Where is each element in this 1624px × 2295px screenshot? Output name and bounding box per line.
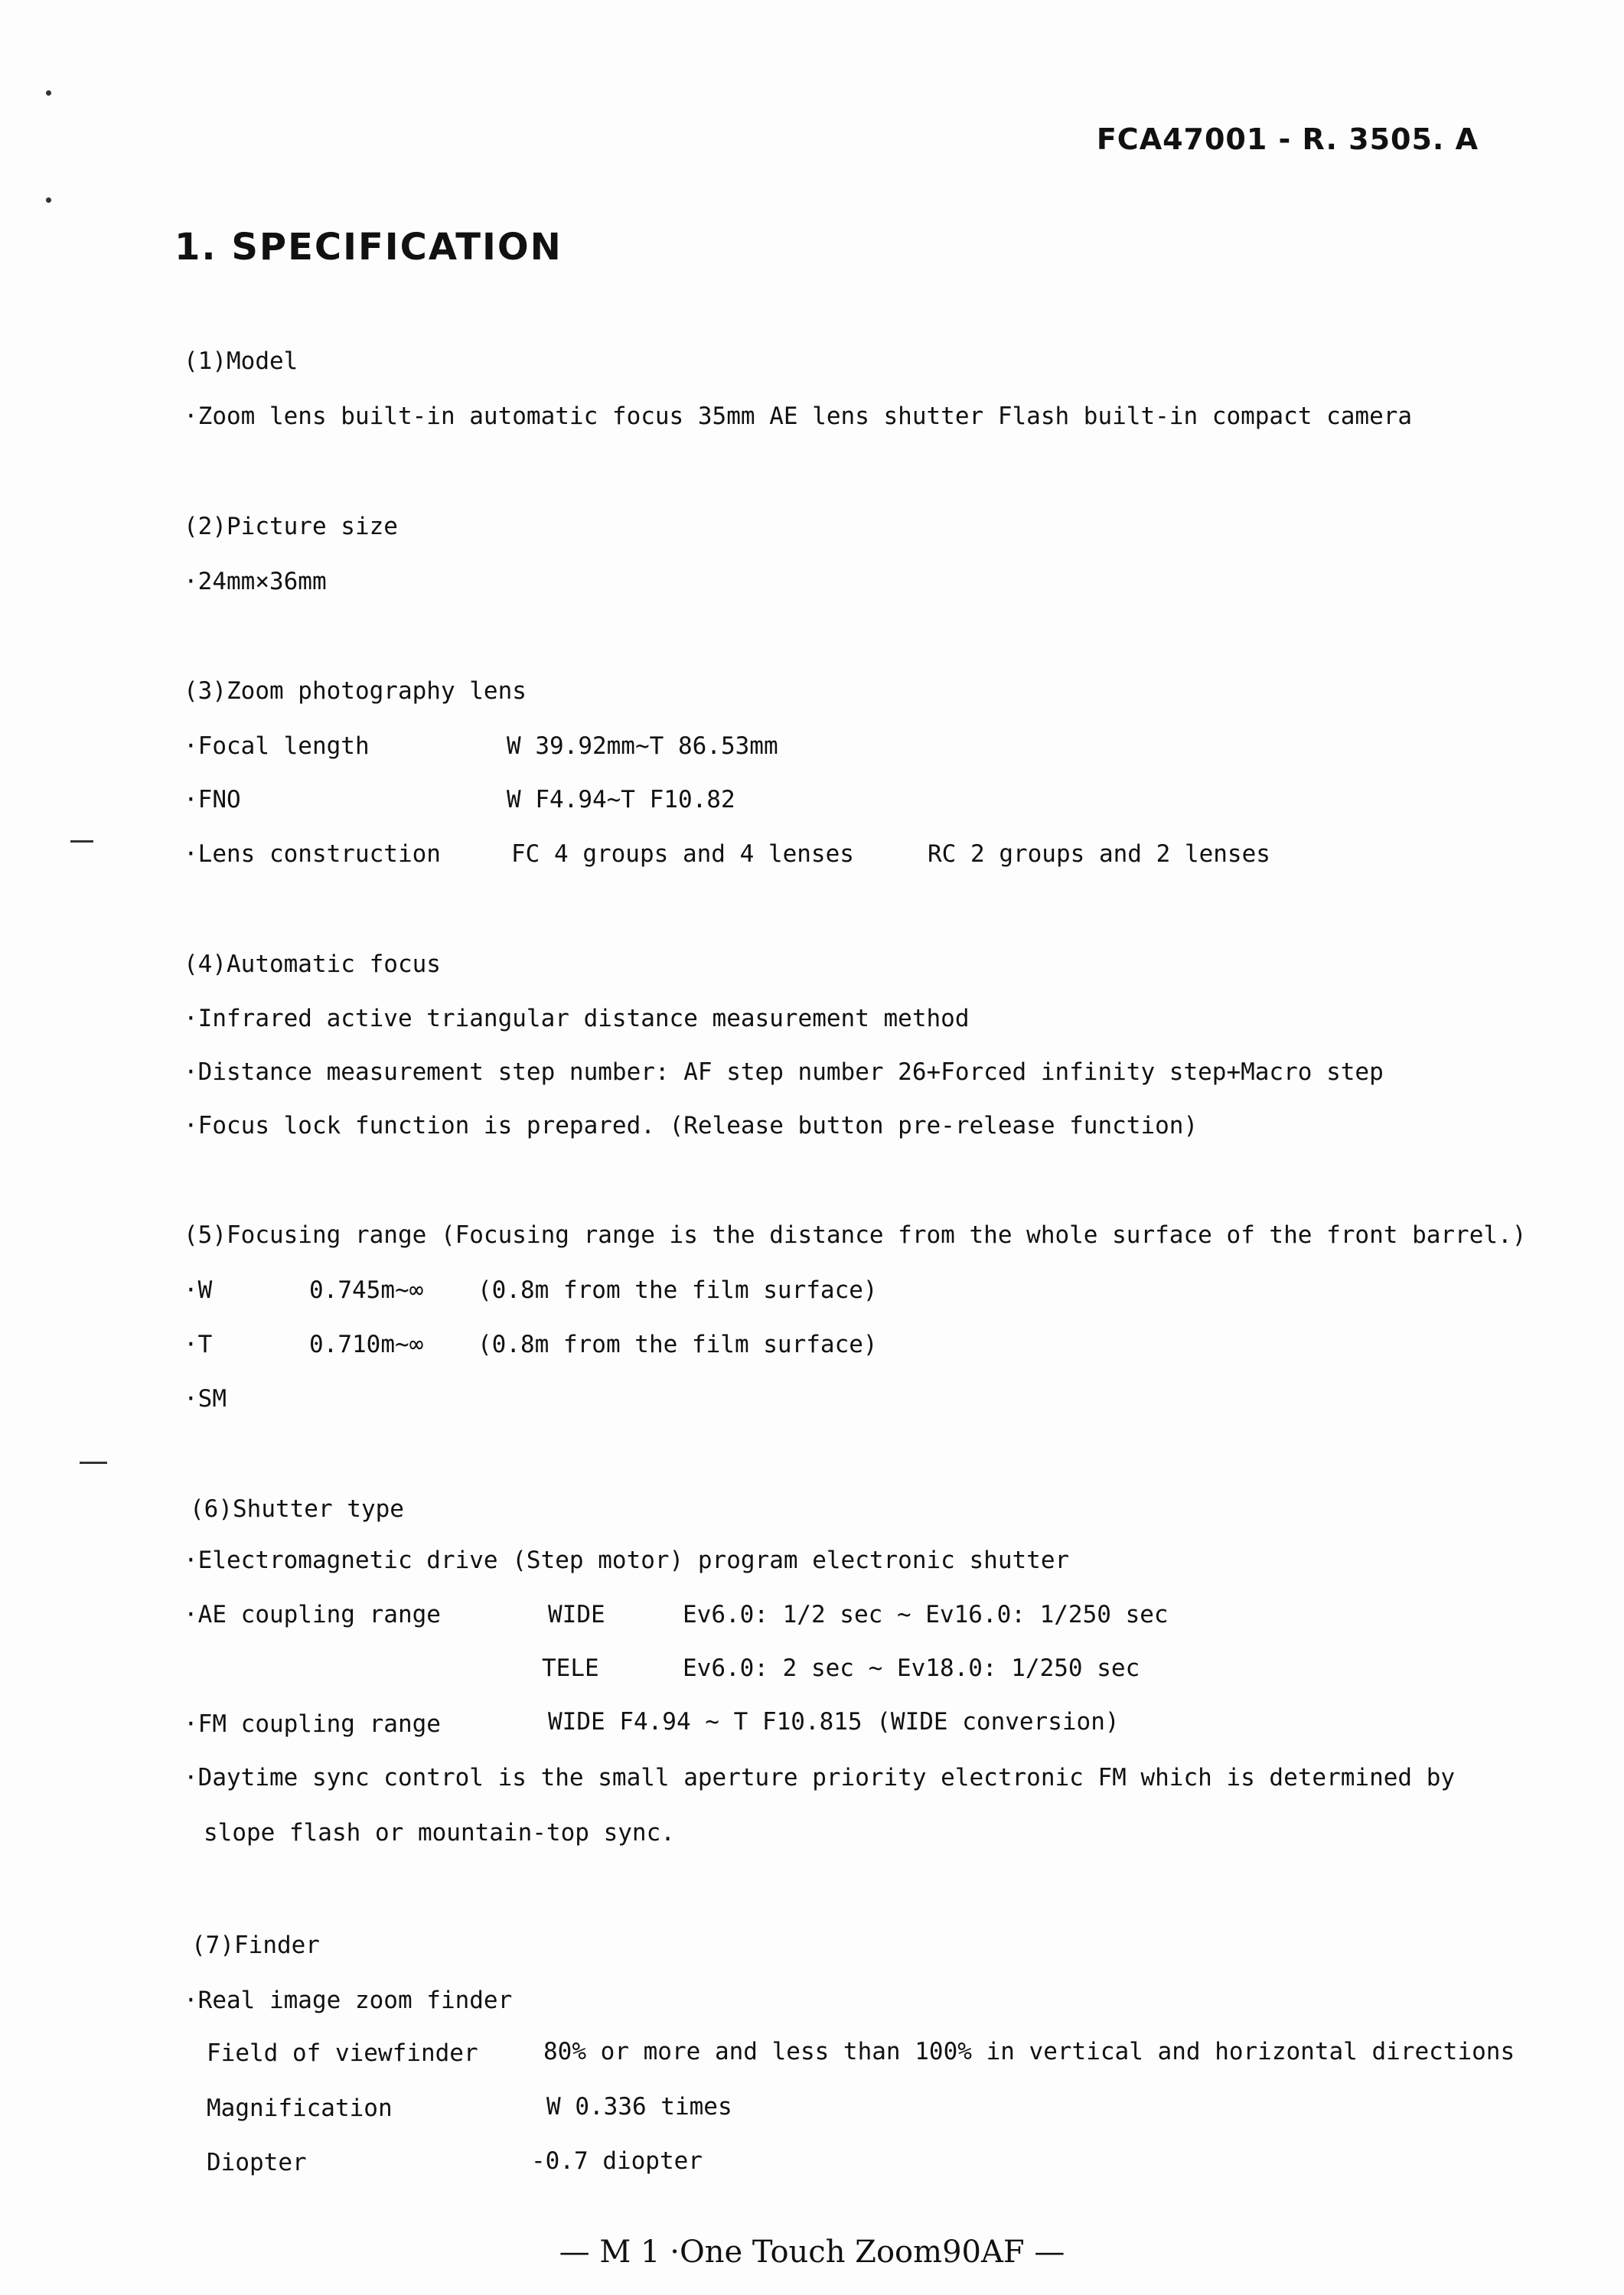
af-focus-lock: ·Focus lock function is prepared. (Release button pre-release function)	[184, 1112, 1198, 1139]
lens-construction-label: ·Lens construction	[184, 840, 441, 868]
focus-w-range: 0.745m~∞	[309, 1276, 424, 1304]
diopter-label: Diopter	[207, 2149, 307, 2176]
af-step-number: ·Distance measurement step number: AF step number 26+Forced infinity step+Macro step	[184, 1058, 1384, 1086]
field-of-view-label: Field of viewfinder	[207, 2039, 478, 2067]
focus-t-note: (0.8m from the film surface)	[478, 1331, 878, 1358]
focus-t-label: ·T	[184, 1331, 213, 1358]
finder-type: ·Real image zoom finder	[184, 1987, 513, 2014]
section-heading-automatic-focus: (4)Automatic focus	[184, 950, 441, 978]
magnification-label: Magnification	[207, 2095, 393, 2122]
af-method: ·Infrared active triangular distance measurement method	[184, 1005, 970, 1032]
lens-construction-fc: FC 4 groups and 4 lenses	[511, 840, 854, 868]
scan-dash	[80, 1462, 107, 1464]
fm-coupling-value: WIDE F4.94 ~ T F10.815 (WIDE conversion)	[548, 1708, 1120, 1736]
section-heading-finder: (7)Finder	[191, 1932, 320, 1959]
scan-dot	[46, 90, 51, 96]
model-description: ·Zoom lens built-in automatic focus 35mm AE lens shutter Flash built-in compact camera	[184, 403, 1413, 430]
page-title: 1. SPECIFICATION	[174, 226, 563, 269]
focus-w-note: (0.8m from the film surface)	[478, 1276, 878, 1304]
diopter-value: -0.7 diopter	[531, 2147, 703, 2175]
section-heading-focusing-range: (5)Focusing range (Focusing range is the distance from the whole surface of the front barrel.)	[184, 1221, 1527, 1249]
ae-tele-range: Ev6.0: 2 sec ~ Ev18.0: 1/250 sec	[683, 1654, 1140, 1682]
page-footer: — M 1 ·One Touch Zoom90AF —	[559, 2235, 1065, 2270]
focus-w-label: ·W	[184, 1276, 213, 1304]
section-heading-zoom-lens: (3)Zoom photography lens	[184, 677, 527, 705]
ae-wide-mode: WIDE	[548, 1601, 605, 1628]
field-of-view-value: 80% or more and less than 100% in vertical and horizontal directions	[543, 2038, 1515, 2065]
focal-length-value: W 39.92mm~T 86.53mm	[507, 732, 778, 760]
shutter-drive: ·Electromagnetic drive (Step motor) program electronic shutter	[184, 1547, 1070, 1574]
document-code: FCA47001 - R. 3505. A	[1096, 122, 1479, 156]
picture-size-value: ·24mm×36mm	[184, 568, 327, 595]
lens-construction-rc: RC 2 groups and 2 lenses	[928, 840, 1270, 868]
ae-wide-range: Ev6.0: 1/2 sec ~ Ev16.0: 1/250 sec	[683, 1601, 1169, 1628]
fm-coupling-label: ·FM coupling range	[184, 1710, 441, 1738]
ae-coupling-label: ·AE coupling range	[184, 1601, 441, 1628]
daytime-sync-line-1: ·Daytime sync control is the small aperture priority electronic FM which is determined by	[184, 1764, 1456, 1791]
scan-dash	[70, 840, 93, 843]
scan-dot	[46, 197, 51, 203]
section-heading-picture-size: (2)Picture size	[184, 513, 398, 540]
focal-length-label: ·Focal length	[184, 732, 370, 760]
focus-sm-label: ·SM	[184, 1385, 227, 1413]
focus-t-range: 0.710m~∞	[309, 1331, 424, 1358]
section-heading-shutter-type: (6)Shutter type	[190, 1495, 404, 1523]
magnification-value: W 0.336 times	[546, 2093, 732, 2121]
section-heading-model: (1)Model	[184, 347, 298, 375]
fno-value: W F4.94~T F10.82	[507, 786, 735, 813]
ae-tele-mode: TELE	[542, 1654, 599, 1682]
fno-label: ·FNO	[184, 786, 241, 813]
daytime-sync-line-2: slope flash or mountain-top sync.	[204, 1819, 675, 1847]
